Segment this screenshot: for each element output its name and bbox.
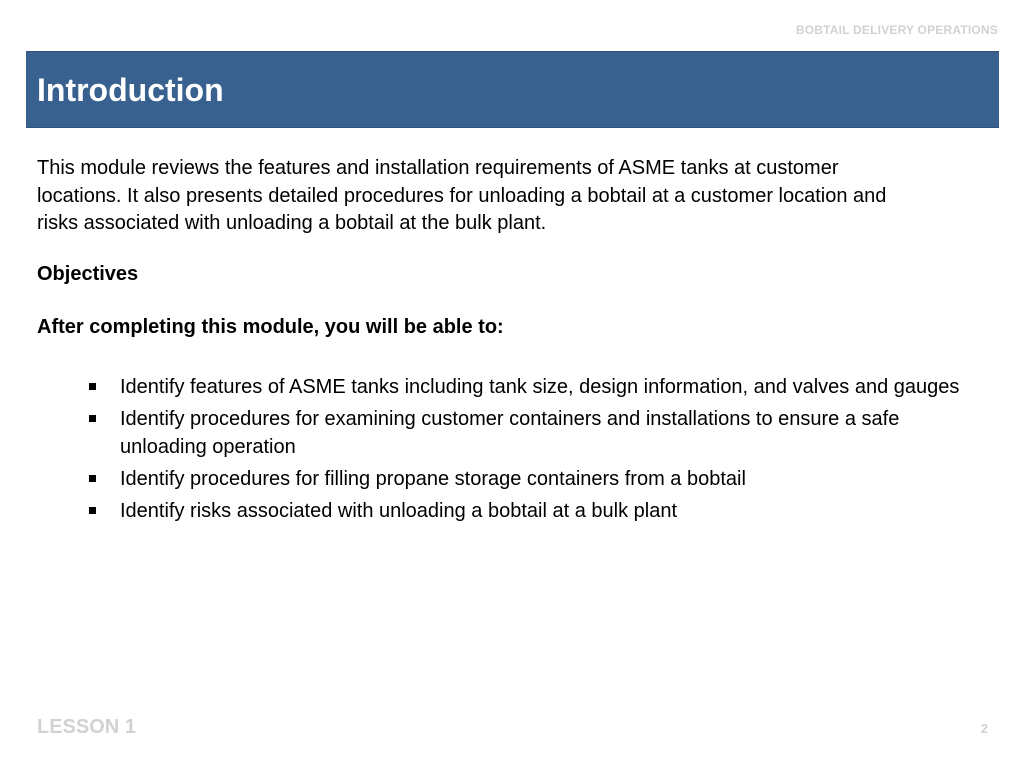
objective-item [37, 405, 967, 461]
objectives-lead-in: After completing this module, you will be able to: [37, 316, 504, 338]
objective-text: Identify procedures for filling propane storage containers from a bobtail [120, 468, 746, 490]
page-number: 2 [980, 721, 988, 736]
objective-item [37, 373, 967, 401]
lesson-label: LESSON 1 [37, 716, 136, 738]
course-header-label: BOBTAIL DELIVERY OPERATIONS [795, 23, 998, 37]
objective-text: Identify features of ASME tanks including tank size, design information, and valves and gauges [120, 376, 960, 398]
objective-text: Identify procedures for examining customer containers and installations to ensure a safe unloading operation [120, 408, 900, 458]
objective-item [37, 497, 967, 525]
square-bullet-icon [89, 383, 96, 390]
square-bullet-icon [89, 415, 96, 422]
objective-item [37, 465, 967, 493]
objectives-list [37, 373, 967, 529]
square-bullet-icon [89, 475, 96, 482]
objectives-heading: Objectives [37, 263, 139, 285]
slide-title: Introduction [37, 72, 224, 108]
objective-text: Identify risks associated with unloading a bobtail at a bulk plant [120, 500, 678, 522]
title-bar [26, 51, 999, 128]
square-bullet-icon [89, 507, 96, 514]
intro-paragraph: This module reviews the features and installation requirements of ASME tanks at customer locations. It also presents detailed procedures for unloading a bobtail at a customer location and risks associated with unloading a bobtail at the bulk plant. [37, 157, 887, 234]
